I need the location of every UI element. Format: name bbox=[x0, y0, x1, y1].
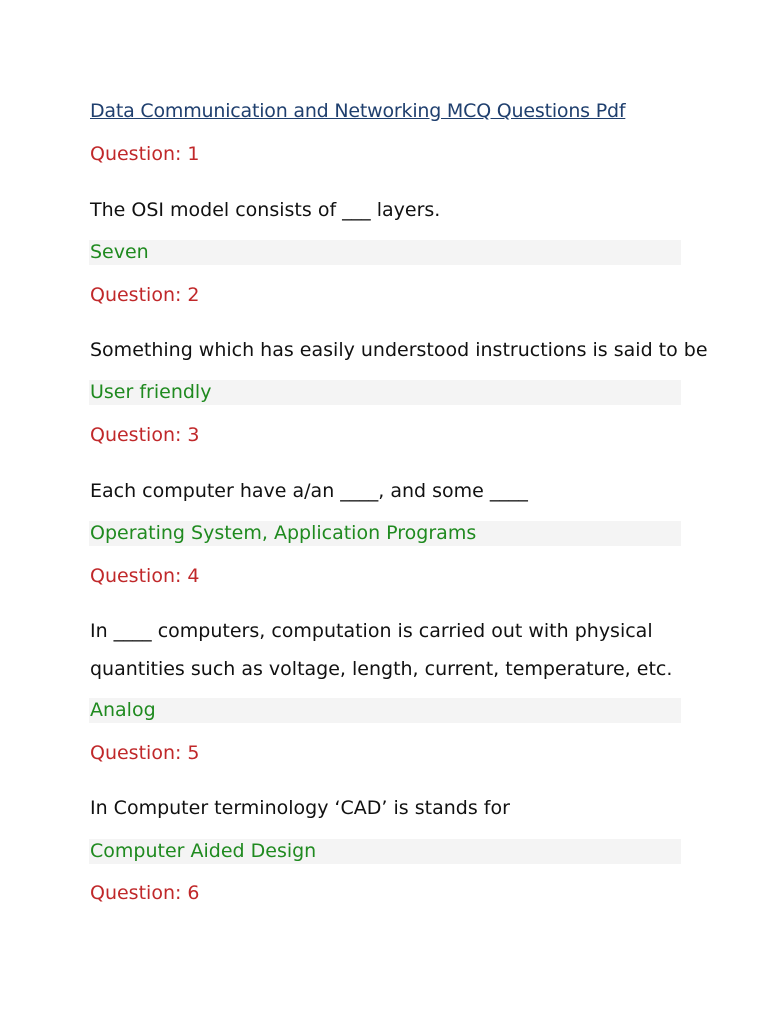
question-text-3: Each computer have a/an ____, and some ____ bbox=[90, 480, 528, 502]
question-text-2: Something which has easily understood instructions is said to be bbox=[90, 339, 708, 361]
question-label-2: Question: 2 bbox=[90, 284, 200, 306]
question-label-5: Question: 5 bbox=[90, 742, 200, 764]
question-text-1: The OSI model consists of ___ layers. bbox=[90, 199, 441, 221]
answer-3: Operating System, Application Programs bbox=[89, 521, 681, 546]
question-text-5: In Computer terminology ‘CAD’ is stands for bbox=[90, 797, 510, 819]
question-label-4: Question: 4 bbox=[90, 565, 200, 587]
question-label-1: Question: 1 bbox=[90, 143, 200, 165]
question-text-4-line-1: In ____ computers, computation is carried out with physical bbox=[90, 620, 653, 642]
answer-5: Computer Aided Design bbox=[89, 839, 681, 864]
question-label-3: Question: 3 bbox=[90, 424, 200, 446]
answer-4: Analog bbox=[89, 698, 681, 723]
answer-2: User friendly bbox=[89, 380, 681, 405]
question-label-6: Question: 6 bbox=[90, 882, 200, 904]
answer-1: Seven bbox=[89, 240, 681, 265]
document-title-link[interactable]: Data Communication and Networking MCQ Questions Pdf bbox=[90, 100, 626, 122]
question-text-4-line-2: quantities such as voltage, length, current, temperature, etc. bbox=[90, 658, 673, 680]
